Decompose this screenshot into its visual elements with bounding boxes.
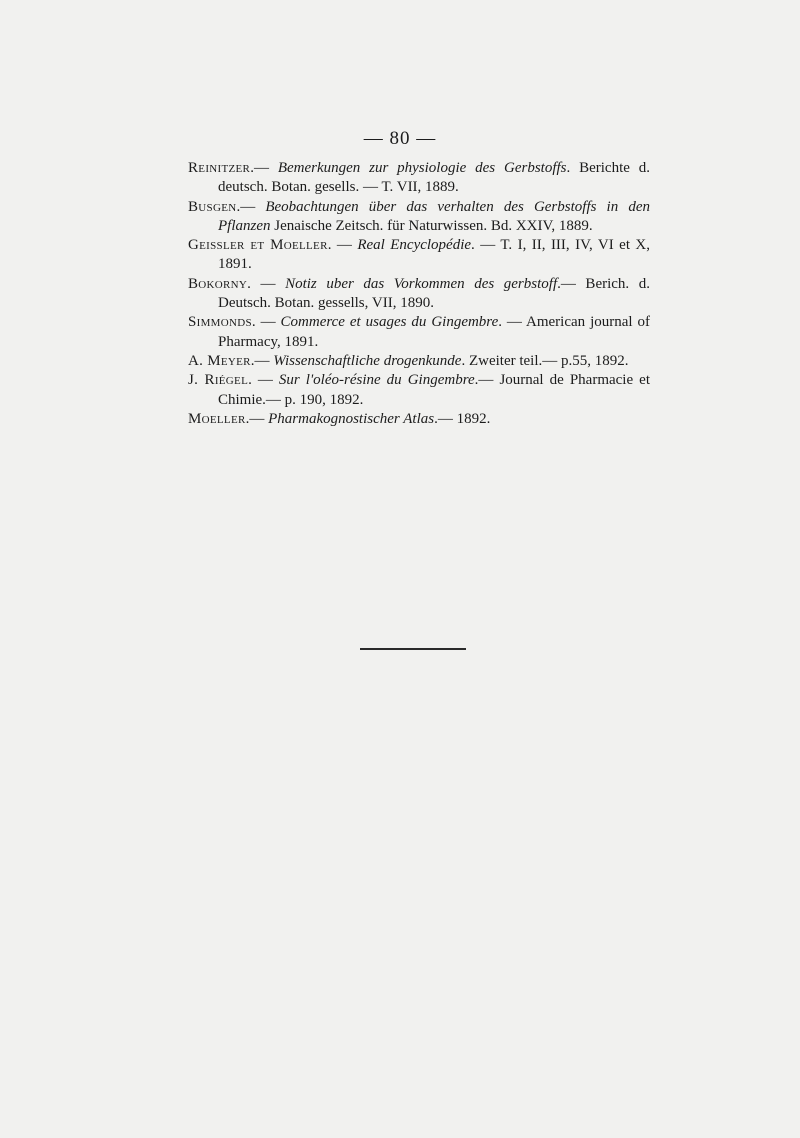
reference-separator: .— bbox=[250, 160, 278, 176]
reference-details: .— Berich. d. Deutsch. Botan. gessells, VII, 1890. bbox=[218, 275, 650, 312]
reference-entry bbox=[188, 159, 650, 198]
reference-separator: .— bbox=[245, 410, 269, 427]
reference-separator: . — bbox=[327, 237, 358, 254]
bibliography-list bbox=[188, 159, 650, 429]
reference-separator: . — bbox=[251, 314, 281, 331]
reference-author: Bokorny bbox=[188, 275, 248, 292]
reference-author: Simmonds bbox=[188, 314, 252, 331]
reference-entry bbox=[188, 410, 650, 429]
reference-author: Reinitzer bbox=[188, 160, 251, 176]
reference-title: Real Encyclopédie bbox=[357, 237, 472, 254]
reference-title: Commerce et usages du Gingembre bbox=[280, 314, 499, 331]
reference-author: A. Meyer bbox=[188, 352, 251, 369]
reference-entry bbox=[188, 352, 650, 371]
reference-details: .— Journal de Pharmacie et Chimie.— p. 190, 1892. bbox=[218, 372, 650, 408]
reference-title: Bemerkungen zur physiologie des Gerbstoffs bbox=[277, 160, 567, 176]
reference-entry bbox=[188, 198, 650, 237]
reference-author: Busgen bbox=[188, 198, 237, 215]
reference-title: Sur l'oléo-résine du Gingembre bbox=[278, 372, 475, 389]
reference-details: . Zweiter teil.— p.55, 1892. bbox=[461, 352, 629, 369]
reference-entry bbox=[188, 313, 650, 352]
reference-separator: . — bbox=[248, 372, 279, 389]
reference-author: J. Riégel bbox=[188, 372, 249, 389]
reference-details: .— 1892. bbox=[434, 410, 491, 427]
reference-separator: . — bbox=[247, 275, 286, 292]
end-rule bbox=[360, 648, 466, 650]
reference-separator: .— bbox=[236, 198, 266, 215]
reference-author: Geissler et Moeller bbox=[188, 237, 328, 254]
reference-details: . — American journal of Pharmacy, 1891. bbox=[218, 314, 650, 350]
reference-title: Pharmakognostischer Atlas bbox=[268, 410, 435, 427]
reference-entry bbox=[188, 236, 650, 275]
reference-title: Wissenschaftliche drogenkunde bbox=[273, 352, 462, 369]
reference-details: . Berichte d. deutsch. Botan. gesells. — T. VII, 1889. bbox=[218, 160, 651, 196]
reference-title: Notiz uber das Vorkommen des gerbstoff bbox=[285, 275, 558, 292]
reference-entry bbox=[188, 275, 650, 314]
reference-separator: .— bbox=[250, 352, 274, 369]
reference-author: Moeller bbox=[188, 410, 246, 427]
reference-title: Beobachtungen über das verhalten des Gerbstoffs in den Pflanzen bbox=[218, 198, 651, 234]
page-number: — 80 — bbox=[363, 128, 437, 149]
reference-details: Jenaische Zeitsch. für Naturwissen. Bd. XXIV, 1889. bbox=[270, 217, 593, 234]
reference-entry bbox=[188, 371, 650, 410]
reference-details: . — T. I, II, III, IV, VI et X, 1891. bbox=[218, 237, 650, 273]
